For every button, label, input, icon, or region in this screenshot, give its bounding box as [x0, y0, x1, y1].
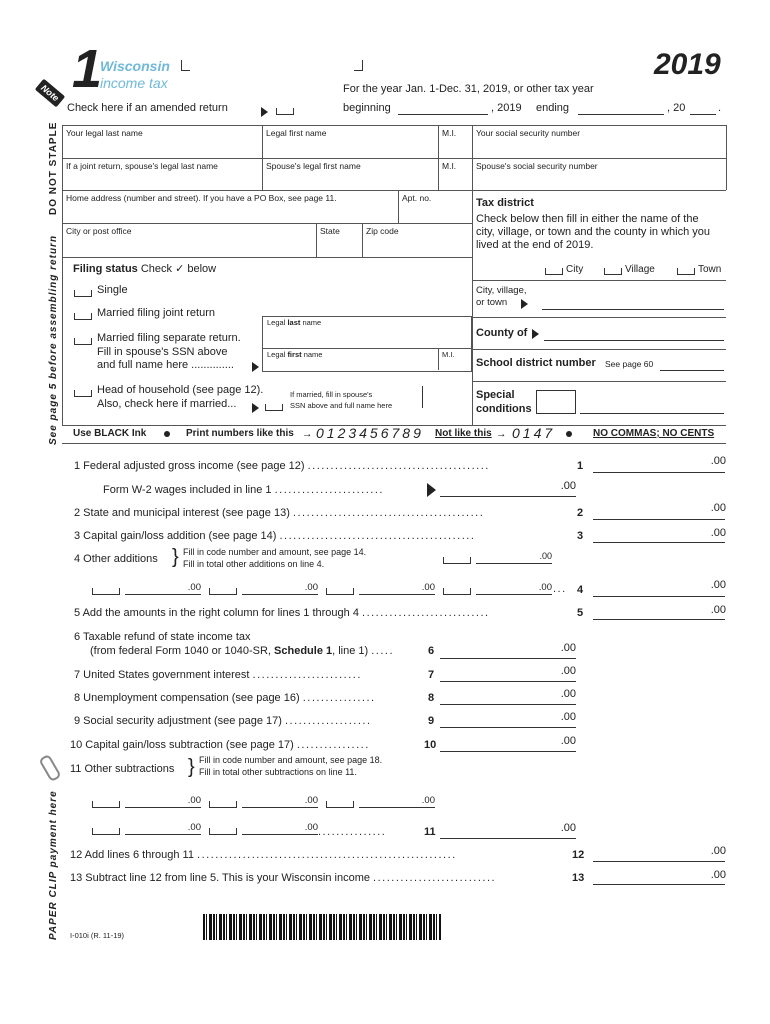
cvt-arrow-icon: [521, 295, 528, 313]
separate-label: and full name here ..............: [97, 359, 234, 371]
line-6-label-a: 6 Taxable refund of state income tax: [74, 631, 251, 643]
line-6-label-b: (from federal Form 1040 or 1040-SR, Schedule 1, line 1) .....: [90, 645, 395, 657]
spouse-legal-last-bold: last: [287, 318, 301, 327]
line-11-note: Fill in total other subtractions on line 11.: [199, 767, 357, 777]
form-number: 1: [72, 39, 103, 99]
line-2-number: 2: [577, 507, 584, 519]
print-arrow-icon: →: [302, 428, 313, 440]
note-badge: [35, 79, 65, 108]
town-checkbox[interactable]: [677, 268, 695, 275]
cvt-label: City, village,: [476, 285, 527, 296]
form-title-line1: Wisconsin: [100, 58, 170, 74]
paperclip-icon: [38, 754, 61, 783]
spouse-first-name-field[interactable]: Spouse's legal first name: [266, 161, 361, 171]
single-label: Single: [97, 284, 128, 296]
hoh-checkbox[interactable]: [74, 390, 92, 397]
line-13-field[interactable]: [593, 884, 725, 885]
village-checkbox[interactable]: [604, 268, 622, 275]
county-field[interactable]: [544, 340, 724, 341]
addition-cents-4: .00: [538, 582, 552, 593]
grid-line: [62, 125, 726, 126]
addition-cents-1: .00: [187, 582, 201, 593]
hoh-note: SSN above and full name here: [290, 401, 393, 410]
w2-cents: .00: [560, 480, 576, 492]
addition-code-2[interactable]: [209, 588, 237, 595]
line-13-label: 13 Subtract line 12 from line 5. This is your Wisconsin income ...........................: [70, 872, 497, 884]
first-name-field[interactable]: Legal first name: [266, 128, 327, 138]
city-label: City: [566, 264, 584, 275]
hoh-arrow-icon: [252, 399, 259, 417]
line-9-cents: .00: [560, 711, 576, 723]
hoh-label: Head of household (see page 12).: [97, 384, 264, 396]
line-3-label: 3 Capital gain/loss addition (see page 14) ...........................................: [74, 530, 476, 542]
line-8-label: 8 Unemployment compensation (see page 16) ................: [74, 692, 376, 704]
last-name-field[interactable]: Your legal last name: [66, 128, 143, 138]
city-checkbox[interactable]: [545, 268, 563, 275]
apt-field[interactable]: Apt. no.: [402, 193, 432, 203]
special-conditions-label: Special: [476, 389, 515, 401]
w2-arrow-icon: [427, 481, 436, 499]
print-digits: 0123456789: [316, 425, 424, 441]
ending-date-field[interactable]: [578, 114, 664, 115]
special-conditions-box[interactable]: [536, 390, 576, 414]
line-6-number: 6: [428, 645, 435, 657]
line-12-label: 12 Add lines 6 through 11 .........................................................: [70, 849, 457, 861]
ink-instruction: Use BLACK Ink: [73, 428, 147, 439]
subtraction-amount-2[interactable]: [242, 807, 318, 808]
county-label: County of: [476, 327, 528, 339]
address-field[interactable]: Home address (number and street). If you have a PO Box, see page 11.: [66, 193, 337, 203]
cvt-label: or town: [476, 297, 508, 308]
ending-year-field[interactable]: [690, 114, 716, 115]
grid-line: [726, 125, 727, 190]
grid-line: [62, 443, 726, 444]
addition-code-4[interactable]: [443, 588, 471, 595]
line-5-text: 5 Add the amounts in the right column for lines 1 through 4: [74, 607, 359, 619]
line-11-label: 11 Other subtractions: [70, 763, 175, 775]
tax-year-text: For the year Jan. 1-Dec. 31, 2019, or other tax year: [343, 83, 594, 95]
addition-amount-4[interactable]: [476, 594, 552, 595]
tax-district-title: Tax district: [476, 197, 534, 209]
separate-checkbox[interactable]: [74, 338, 92, 345]
addition-amount-3[interactable]: [359, 594, 435, 595]
grid-line: [362, 223, 363, 257]
line-7-number: 7: [428, 669, 435, 681]
line-12-number: 12: [572, 849, 585, 861]
line-9-field[interactable]: [440, 727, 576, 728]
line-10-field[interactable]: [440, 751, 576, 752]
line-7-text: 7 United States government interest: [74, 669, 250, 681]
line-13-cents: .00: [710, 869, 726, 881]
line-6-text-pre: (from federal Form 1040 or 1040-SR,: [90, 645, 275, 657]
line-2-label: 2 State and municipal interest (see page 13) ..........................................: [74, 507, 485, 519]
line-11-brace: }: [188, 756, 195, 778]
subtraction-code-4[interactable]: [92, 828, 120, 835]
line-11-cents: .00: [560, 822, 576, 834]
spouse-legal-first-field[interactable]: [267, 350, 322, 359]
w2-text: Form W-2 wages included in line 1: [103, 484, 272, 496]
subtraction-amount-4[interactable]: [125, 834, 201, 835]
line-8-number: 8: [428, 692, 435, 704]
line-4-amount-cents: .00: [539, 551, 552, 561]
hoh-married-checkbox[interactable]: [265, 404, 283, 411]
village-label: Village: [625, 264, 655, 275]
line-10-text: 10 Capital gain/loss subtraction (see page 17): [70, 739, 294, 751]
amended-label: Check here if an amended return: [67, 102, 228, 114]
grid-line: [262, 125, 263, 190]
w2-label: Form W-2 wages included in line 1 ........................: [103, 484, 384, 496]
grid-line: [472, 381, 726, 382]
school-district-field[interactable]: [660, 370, 724, 371]
subtraction-code-3[interactable]: [326, 801, 354, 808]
line-11-dots: ...............: [318, 826, 387, 838]
line-10-cents: .00: [560, 735, 576, 747]
line-3-number: 3: [577, 530, 584, 542]
line-1-field[interactable]: [593, 472, 725, 473]
separate-arrow-icon: [252, 358, 259, 376]
grid-line: [438, 125, 439, 190]
line-4-amount-field[interactable]: [476, 563, 552, 564]
note-badge-label: Note: [39, 82, 61, 104]
grid-line: [62, 158, 726, 159]
state-field[interactable]: State: [320, 226, 340, 236]
corner-mark: [181, 60, 190, 71]
paper-clip-note: PAPER CLIP payment here: [48, 790, 59, 940]
addition-amount-1[interactable]: [125, 594, 201, 595]
tax-district-desc: Check below then fill in either the name of the: [476, 213, 699, 225]
tax-year: 2019: [654, 48, 721, 81]
year-mid: , 2019: [491, 102, 522, 114]
school-district-label: School district number: [476, 357, 596, 369]
school-district-ref: See page 60: [605, 359, 654, 369]
grid-line: [62, 190, 726, 191]
line-8-cents: .00: [560, 688, 576, 700]
joint-checkbox[interactable]: [74, 313, 92, 320]
subtraction-code-2[interactable]: [209, 801, 237, 808]
line-12-field[interactable]: [593, 861, 725, 862]
cvt-name-field[interactable]: [542, 309, 724, 310]
grid-line: [472, 317, 726, 318]
spouse-last-name-field[interactable]: If a joint return, spouse's legal last name: [66, 161, 218, 171]
line-1-label: 1 Federal adjusted gross income (see page 12) ........................................: [74, 460, 490, 472]
year-end: , 20: [667, 102, 686, 114]
line-9-label: 9 Social security adjustment (see page 17) ...................: [74, 715, 372, 727]
subtraction-code-5[interactable]: [209, 828, 237, 835]
spouse-legal-first-post: name: [301, 350, 323, 359]
line-13-text: 13 Subtract line 12 from line 5. This is your Wisconsin income: [70, 872, 370, 884]
line-2-text: 2 State and municipal interest (see page 13): [74, 507, 290, 519]
line-4-note: Fill in total other additions on line 4.: [183, 559, 325, 569]
grid-line: [472, 280, 726, 281]
line-10-label: 10 Capital gain/loss subtraction (see page 17) ................: [70, 739, 370, 751]
filing-status-below: below: [187, 263, 217, 275]
spouse-legal-last-field[interactable]: [267, 318, 321, 327]
grid-line: [472, 125, 473, 425]
line-4-cents: .00: [710, 579, 726, 591]
spouse-mi-field[interactable]: M.I.: [442, 161, 457, 171]
addition-cents-2: .00: [304, 582, 318, 593]
see-page-note: See page 5 before assembling return: [48, 234, 59, 445]
subtraction-cents-1: .00: [187, 795, 201, 806]
grid-line: [438, 348, 439, 370]
line-1-text: 1 Federal adjusted gross income (see page 12): [74, 460, 305, 472]
up-arrow-icon: [422, 386, 423, 408]
addition-amount-2[interactable]: [242, 594, 318, 595]
line-5-cents: .00: [710, 604, 726, 616]
grid-line: [62, 125, 63, 425]
ending-label: ending: [536, 102, 570, 114]
print-instruction: Print numbers like this: [186, 428, 294, 439]
spouse-legal-first-bold: first: [287, 350, 302, 359]
special-conditions-field[interactable]: [580, 413, 724, 414]
amended-arrow-icon: [261, 103, 268, 121]
barcode: [203, 914, 441, 940]
line-5-label: 5 Add the amounts in the right column for lines 1 through 4 ............................: [74, 607, 490, 619]
subtraction-cents-5: .00: [304, 822, 318, 833]
grid-line: [62, 257, 472, 258]
amended-checkbox[interactable]: [276, 108, 294, 115]
corner-mark-right: [354, 60, 363, 71]
spouse-legal-last-post: name: [300, 318, 322, 327]
joint-label: Married filing joint return: [97, 307, 215, 319]
grid-line: [472, 349, 726, 350]
line-4-label: 4 Other additions: [74, 553, 158, 565]
line-1-number: 1: [577, 460, 584, 472]
line-4-number: 4: [577, 584, 584, 596]
county-arrow-icon: [532, 325, 539, 343]
filing-status-header: [73, 262, 216, 275]
subtraction-amount-1[interactable]: [125, 807, 201, 808]
line-4-note: Fill in code number and amount, see page 14.: [183, 547, 367, 557]
line-6-cents: .00: [560, 642, 576, 654]
checkmark-icon: ✓: [175, 263, 185, 275]
line-4-code-box[interactable]: [443, 557, 471, 564]
line-6-text-bold: Schedule 1: [274, 645, 333, 657]
subtraction-amount-3[interactable]: [359, 807, 435, 808]
form-id: I-010i (R. 11-19): [70, 931, 125, 940]
town-label: Town: [698, 264, 722, 275]
grid-line: [62, 223, 472, 224]
bullet-icon: [566, 431, 572, 437]
zip-field[interactable]: Zip code: [366, 226, 399, 236]
grid-line: [316, 223, 317, 257]
grid-line: [262, 348, 472, 349]
subtraction-cents-2: .00: [304, 795, 318, 806]
grid-line: [398, 190, 399, 223]
line-6-text-post: , line 1): [332, 645, 369, 657]
tax-district-desc: city, village, or town and the county in which you: [476, 226, 710, 238]
line-3-cents: .00: [710, 527, 726, 539]
line-2-cents: .00: [710, 502, 726, 514]
spouse-ssn-field[interactable]: Spouse's social security number: [476, 161, 598, 171]
line-8-text: 8 Unemployment compensation (see page 16): [74, 692, 300, 704]
addition-code-3[interactable]: [326, 588, 354, 595]
filing-status-check: Check: [140, 263, 173, 275]
line-11-number: 11: [424, 826, 436, 838]
form-title-line2: income tax: [100, 75, 168, 91]
line-4-brace: }: [172, 546, 179, 568]
separate-label: Married filing separate return.: [97, 332, 241, 344]
line-11-field[interactable]: [440, 838, 576, 839]
beginning-date-field[interactable]: [398, 114, 488, 115]
spouse-legal-first-pre: Legal: [267, 350, 288, 359]
ssn-field[interactable]: Your social security number: [476, 128, 581, 138]
line-5-number: 5: [577, 607, 584, 619]
line-3-field[interactable]: [593, 542, 725, 543]
line-3-text: 3 Capital gain/loss addition (see page 14): [74, 530, 277, 542]
period: .: [718, 102, 722, 114]
spouse-legal-last-pre: Legal: [267, 318, 288, 327]
line-7-label: 7 United States government interest ........................: [74, 669, 362, 681]
beginning-label: beginning: [343, 102, 391, 114]
subtraction-code-1[interactable]: [92, 801, 120, 808]
line-4-dots: ...: [553, 583, 567, 595]
subtraction-amount-5[interactable]: [242, 834, 318, 835]
addition-cents-3: .00: [421, 582, 435, 593]
do-not-staple: DO NOT STAPLE: [48, 121, 59, 215]
subtraction-cents-3: .00: [421, 795, 435, 806]
hoh-label: Also, check here if married...: [97, 398, 237, 410]
line-12-text: 12 Add lines 6 through 11: [70, 849, 194, 861]
line-9-text: 9 Social security adjustment (see page 17): [74, 715, 282, 727]
line-11-note: Fill in code number and amount, see page 18.: [199, 755, 383, 765]
no-commas: NO COMMAS; NO CENTS: [593, 428, 715, 439]
line-2-field[interactable]: [593, 519, 725, 520]
line-7-field[interactable]: [440, 681, 576, 682]
tax-district-desc: lived at the end of 2019.: [476, 239, 594, 251]
filing-status-title: Filing status: [73, 263, 138, 275]
line-6-field[interactable]: [440, 658, 576, 659]
line-1-cents: .00: [710, 455, 726, 467]
mi-field[interactable]: M.I.: [442, 128, 457, 138]
special-conditions-label: conditions: [476, 403, 532, 415]
city-field[interactable]: City or post office: [66, 226, 132, 236]
w2-field[interactable]: [440, 496, 576, 497]
line-8-field[interactable]: [440, 704, 576, 705]
line-9-number: 9: [428, 715, 435, 727]
not-digits: 0147: [512, 425, 556, 441]
separate-label: Fill in spouse's SSN above: [97, 346, 228, 358]
not-like-instruction: Not like this: [435, 428, 492, 439]
line-5-field[interactable]: [593, 619, 725, 620]
line-4-field[interactable]: [593, 596, 725, 597]
line-13-number: 13: [572, 872, 585, 884]
bullet-icon: [164, 431, 170, 437]
hoh-note: If married, fill in spouse's: [290, 390, 373, 399]
line-12-cents: .00: [710, 845, 726, 857]
subtraction-cents-4: .00: [187, 822, 201, 833]
line-10-number: 10: [424, 739, 437, 751]
spouse-mi-filing-field[interactable]: M.I.: [442, 350, 455, 359]
line-7-cents: .00: [560, 665, 576, 677]
single-checkbox[interactable]: [74, 290, 92, 297]
not-arrow-icon: →: [496, 428, 507, 440]
addition-code-1[interactable]: [92, 588, 120, 595]
